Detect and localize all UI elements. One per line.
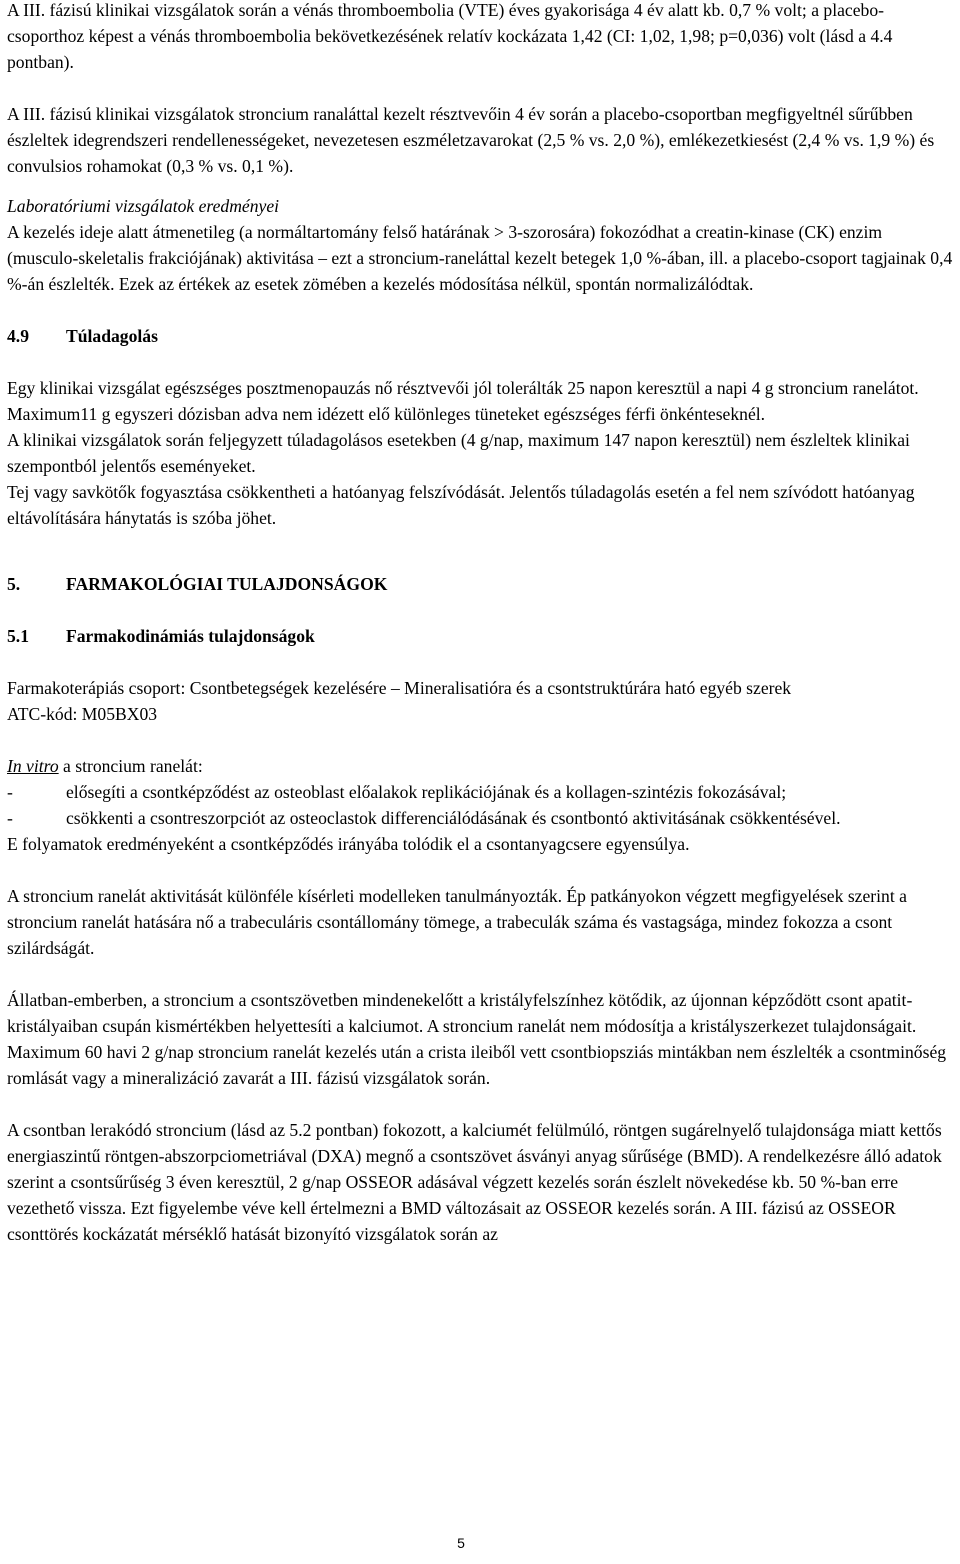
list-item-text: elősegíti a csontképződést az osteoblast előalakok replikációjának és a kollagen-szintézis fokozásával; [66, 782, 787, 802]
document-page [7, 0, 957, 1247]
overdose-paragraph-1: Egy klinikai vizsgálat egészséges posztmenopauzás nő résztvevői jól tolerálták 25 napon keresztül a napi 4 g stroncium ranelátot. Maximum11 g egyszeri dózisban adva nem idézett elő különleges tüneteket egészséges férfi önkénteseknél. [7, 378, 919, 424]
section-number: 5.1 [7, 626, 29, 646]
list-dash: - [7, 782, 13, 802]
list-item [7, 805, 957, 831]
paragraph-models: A stroncium ranelát aktivitását különféle kísérleti modelleken tanulmányozták. Ép patkányokon végzett megfigyelések szerint a stroncium ranelát hatására nő a trabeculáris csontállomány tömege, a trabeculák száma és vastagsága, mindez fokozza a csont szilárdságát. [7, 886, 907, 958]
section-title: FARMAKOLÓGIAI TULAJDONSÁGOK [66, 574, 388, 594]
paragraph-animal-human: Állatban-emberben, a stroncium a csontszövetben mindenekelőtt a kristályfelszínhez kötődik, az újonnan képződött csont apatit-kristályaiban csupán kismértékben helyettesíti a kalciumot. A stroncium ranelát nem módosítja a kristályszerkezet tulajdonságait. Maximum 60 havi 2 g/nap stroncium ranelát kezelés után a crista ileiből vett csontbiopsziás mintákban nem észlelték a csontminőség romlását vagy a mineralizáció zavarát a III. fázisú vizsgálatok során. [7, 990, 947, 1088]
in-vitro-intro [7, 753, 957, 779]
overdose-paragraph-2: A klinikai vizsgálatok során feljegyzett túladagolásos esetekben (4 g/nap, maximum 147 napon keresztül) nem észleltek klinikai szempontból jelentős eseményeket. [7, 430, 910, 476]
in-vitro-label: In vitro [7, 756, 59, 776]
in-vitro-rest: a stroncium ranelát: [58, 756, 203, 776]
list-item [7, 779, 957, 805]
lab-results-text: A kezelés ideje alatt átmenetileg (a normáltartomány felső határának > 3-szorosára) fokozódhat a creatin-kinase (CK) enzim (musculo-skeletalis frakciójának) aktivitása ‒ ezt a stroncium-raneláttal kezelt betegek 1,0 %-ában, ill. a placebo-csoport tagjainak 0,4 %-án észlelték. Ezek az értékek az esetek zömében a kezelés módosítása nélkül, spontán normalizálódtak. [7, 222, 953, 294]
pharmacotherapeutic-group: Farmakoterápiás csoport: Csontbetegségek kezelésére ‒ Mineralisatióra és a csontstruktúrára ható egyéb szerek [7, 678, 792, 698]
section-number: 5. [7, 574, 21, 594]
overdose-paragraph-3: Tej vagy savkötők fogyasztása csökkentheti a hatóanyag felszívódását. Jelentős túladagolás esetén a fel nem szívódott hatóanyag eltávolítására hánytatás is szóba jöhet. [7, 482, 915, 528]
list-item-text: csökkenti a csontreszorpciót az osteoclastok differenciálódásának és csontbontó aktivitásának csökkentésével. [66, 808, 841, 828]
section-heading-5 [7, 571, 957, 597]
section-heading-5-1 [7, 623, 957, 649]
paragraph-bmd: A csontban lerakódó stroncium (lásd az 5.2 pontban) fokozott, a kalciumét felülmúló, röntgen sugárelnyelő tulajdonsága miatt kettős energiaszintű röntgen-abszorpciometriával (DXA) megnő a csontszövet ásványi anyag sűrűsége (BMD). A rendelkezésre álló adatok szerint a csontsűrűség 3 éven keresztül, 2 g/nap OSSEOR adásával végzett kezelés során észlelt növekedése kb. 50 %-ban erre vezethető vissza. Ezt figyelembe véve kell értelmezni a BMD változásait az OSSEOR kezelés során. A III. fázisú az OSSEOR csonttörés kockázatát mérséklő hatását bizonyító vizsgálatok során az [7, 1120, 942, 1244]
lab-results-title: Laboratóriumi vizsgálatok eredményei [7, 196, 280, 216]
atc-code: ATC-kód: M05BX03 [7, 704, 158, 724]
page-number: 5 [457, 1535, 465, 1551]
paragraph-vte: A III. fázisú klinikai vizsgálatok során a vénás thromboembolia (VTE) éves gyakorisága 4 év alatt kb. 0,7 % volt; a placebo-csoporthoz képest a vénás thromboembolia bekövetkezésének relatív kockázata 1,42 (CI: 1,02, 1,98; p=0,036) volt (lásd a 4.4 pontban). [7, 0, 893, 72]
paragraph-neuro: A III. fázisú klinikai vizsgálatok stroncium ranaláttal kezelt résztvevőin 4 év során a placebo-csoportban megfigyeltnél sűrűbben észleltek idegrendszeri rendellenességeket, nevezetesen eszméletzavarokat (2,5 % vs. 2,0 %), emlékezetkiesést (2,4 % vs. 1,9 %) és convulsios rohamokat (0,3 % vs. 0,1 %). [7, 104, 935, 176]
result-sentence: E folyamatok eredményeként a csontképződés irányába tolódik el a csontanyagcsere egyensúlya. [7, 834, 690, 854]
section-title: Túladagolás [66, 326, 158, 346]
list-dash: - [7, 808, 13, 828]
section-title: Farmakodinámiás tulajdonságok [66, 626, 315, 646]
section-number: 4.9 [7, 326, 29, 346]
section-heading-4-9 [7, 323, 957, 349]
